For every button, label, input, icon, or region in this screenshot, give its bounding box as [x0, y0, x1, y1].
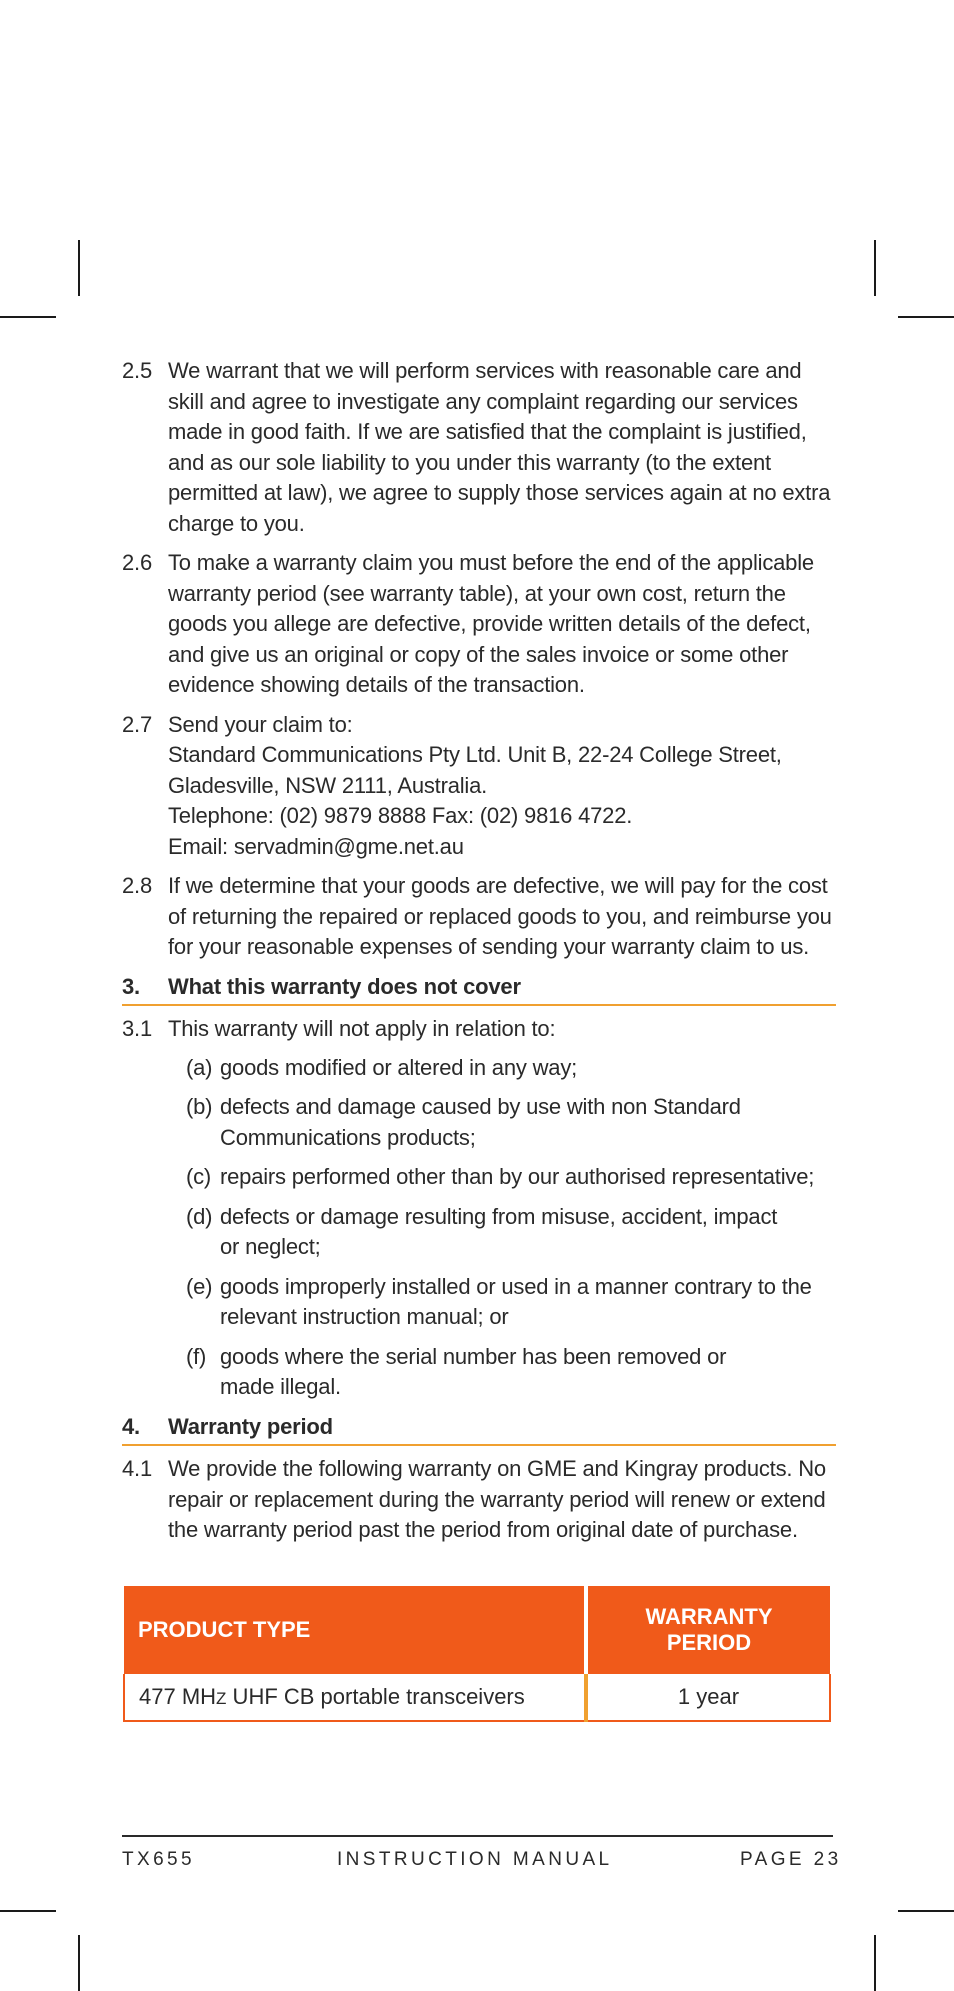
list-item	[186, 1202, 836, 1263]
clause-number: 4.1	[122, 1456, 152, 1481]
clause-line: evidence showing details of the transaction.	[168, 672, 585, 697]
clause-number: 2.6	[122, 550, 152, 575]
list-line: repairs performed other than by our authorised representative;	[220, 1164, 815, 1189]
clause-2-5	[122, 356, 836, 539]
list-line: or neglect;	[220, 1234, 321, 1259]
clause-line: of returning the repaired or replaced goods to you, and reimburse you	[168, 903, 832, 929]
crop-mark	[874, 240, 876, 296]
section-number: 4.	[122, 1413, 140, 1439]
clause-line: repair or replacement during the warranty period will renew or extend	[168, 1486, 826, 1512]
crop-mark	[874, 1935, 876, 1991]
crop-mark	[78, 240, 80, 296]
list-line: goods modified or altered in any way;	[220, 1054, 578, 1080]
clause-number: 2.8	[122, 873, 152, 898]
clause-line: If we determine that your goods are defective, we will pay for the cost	[168, 873, 828, 898]
footer-page-number: PAGE 23	[740, 1849, 842, 1870]
list-line: defects and damage caused by use with non Standard	[220, 1094, 741, 1119]
clause-body	[168, 871, 836, 963]
list-item	[186, 1162, 836, 1193]
clause-line: goods you allege are defective, provide written details of the defect,	[168, 611, 811, 636]
clause-line: the warranty period past the period from original date of purchase.	[168, 1517, 798, 1542]
clause-2-8	[122, 871, 836, 963]
list-line: Communications products;	[220, 1124, 476, 1150]
header-product-type: PRODUCT TYPE	[124, 1586, 586, 1674]
cell-warranty-period: 1 year	[586, 1674, 830, 1721]
list-item-text	[220, 1272, 836, 1333]
list-item-text	[220, 1162, 836, 1193]
clause-line: We warrant that we will perform services with reasonable care and	[168, 358, 802, 383]
table-row	[124, 1674, 830, 1721]
clause-line: and as our sole liability to you under this warranty (to the extent	[168, 449, 771, 475]
list-line: goods improperly installed or used in a manner contrary to the	[220, 1273, 812, 1299]
clause-number: 2.7	[122, 711, 152, 737]
address-line: Standard Communications Pty Ltd. Unit B, 22-24 College Street,	[168, 742, 782, 767]
clause-line: permitted at law), we agree to supply those services again at no extra	[168, 480, 831, 505]
list-item-text	[220, 1202, 836, 1263]
footer-model: TX655	[122, 1849, 195, 1870]
list-label: (f)	[186, 1343, 207, 1369]
clause-body	[168, 710, 836, 863]
list-item	[186, 1342, 836, 1403]
crop-mark	[0, 1910, 56, 1912]
product-text: 477 MH	[139, 1684, 217, 1709]
section-heading-4	[122, 1412, 836, 1447]
warranty-table	[123, 1586, 831, 1722]
list-label: (a)	[186, 1054, 213, 1080]
section-title: What this warranty does not cover	[168, 973, 521, 999]
clause-body	[168, 548, 836, 701]
clause-line: We provide the following warranty on GME and Kingray products. No	[168, 1456, 826, 1481]
list-line: made illegal.	[220, 1374, 341, 1399]
clause-line: warranty period (see warranty table), at your own cost, return the	[168, 580, 786, 606]
email-line: Email: servadmin@gme.net.au	[168, 833, 464, 859]
footer-divider	[122, 1835, 833, 1837]
list-item-text	[220, 1342, 836, 1403]
crop-mark	[898, 1910, 954, 1912]
list-item-text	[220, 1053, 836, 1084]
crop-mark	[78, 1935, 80, 1991]
table-header-row	[124, 1586, 830, 1674]
clause-2-7	[122, 710, 836, 863]
list-item	[186, 1092, 836, 1153]
clause-number: 2.5	[122, 358, 152, 383]
crop-mark	[0, 316, 56, 318]
list-item	[186, 1272, 836, 1333]
clause-line: and give us an original or copy of the sales invoice or some other	[168, 641, 789, 667]
clause-line: charge to you.	[168, 510, 305, 536]
list-label: (b)	[186, 1094, 213, 1119]
section-title: Warranty period	[168, 1413, 333, 1439]
section-heading-3	[122, 972, 836, 1007]
product-unit-small: Z	[216, 1689, 227, 1708]
clause-4-1	[122, 1454, 836, 1546]
clause-body	[168, 1014, 836, 1045]
exclusions-list	[186, 1053, 836, 1403]
cell-product-type	[124, 1674, 586, 1721]
list-line: goods where the serial number has been removed or	[220, 1343, 727, 1369]
section-number: 3.	[122, 973, 140, 999]
crop-mark	[898, 316, 954, 318]
clause-line: Send your claim to:	[168, 711, 353, 737]
warranty-text	[122, 356, 836, 1555]
clause-body	[168, 1454, 836, 1546]
clause-line: skill and agree to investigate any complaint regarding our services	[168, 388, 798, 414]
list-item	[186, 1053, 836, 1084]
footer-manual-title: INSTRUCTION MANUAL	[337, 1849, 613, 1870]
clause-number: 3.1	[122, 1016, 152, 1041]
list-item-text	[220, 1092, 836, 1153]
list-line: defects or damage resulting from misuse, accident, impact	[220, 1203, 778, 1229]
list-label: (c)	[186, 1164, 212, 1189]
clause-line: To make a warranty claim you must before the end of the applicable	[168, 550, 814, 575]
clause-line: made in good faith. If we are satisfied that the complaint is justified,	[168, 419, 807, 444]
list-label: (e)	[186, 1273, 213, 1299]
list-label: (d)	[186, 1203, 213, 1229]
clause-3-1	[122, 1014, 836, 1045]
clause-line: This warranty will not apply in relation to:	[168, 1016, 556, 1041]
list-line: relevant instruction manual; or	[220, 1304, 509, 1329]
clause-line: for your reasonable expenses of sending your warranty claim to us.	[168, 934, 810, 959]
product-text: UHF CB portable transceivers	[226, 1684, 525, 1709]
header-warranty-period: WARRANTY PERIOD	[586, 1586, 830, 1674]
phone-fax-line: Telephone: (02) 9879 8888 Fax: (02) 9816 4722.	[168, 803, 633, 828]
address-line: Gladesville, NSW 2111, Australia.	[168, 772, 488, 798]
clause-2-6	[122, 548, 836, 701]
clause-body	[168, 356, 836, 539]
